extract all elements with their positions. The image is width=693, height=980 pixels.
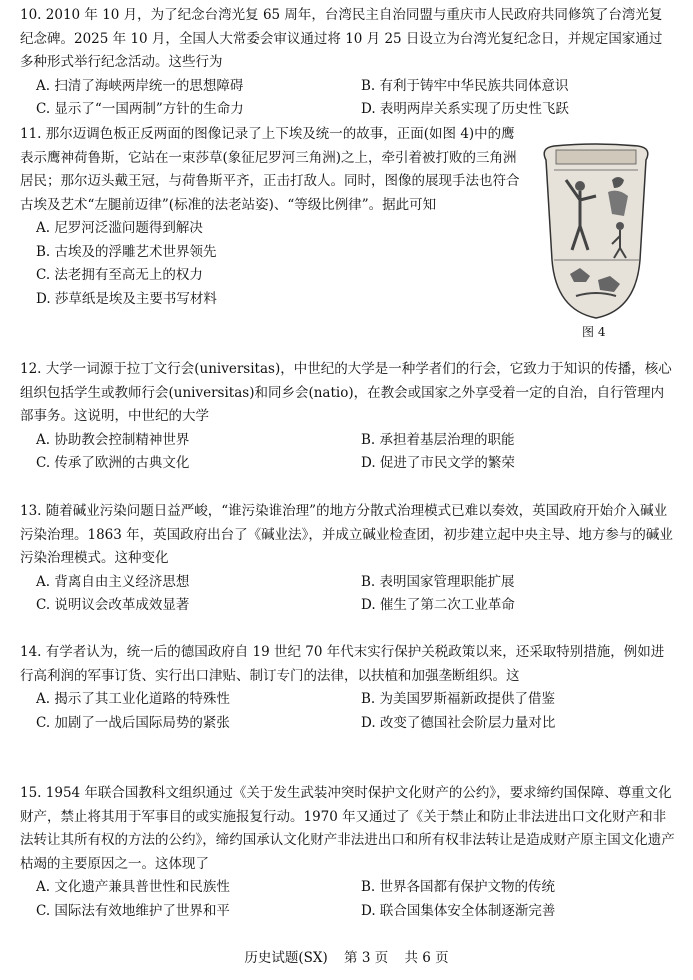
option-a: A. 扫清了海峡两岸统一的思想障碍 — [36, 77, 244, 94]
question-15-stem: 15. 1954 年联合国教科文组织通过《关于发生武装冲突时保护文化财产的公约》，要求缔约国保障、尊重文化财产，禁止将其用于军事目的或实施报复行动。1970 年又通过了《关于禁止和防止非法进出口文化财产和非法转让其所有权的方法的公约》，缔约国承认文化财产非法进出口和所有权非法转让是造成财产原主国文化遗产枯竭的主要原因之一。这体现了 — [20, 785, 675, 872]
question-14-stem: 14. 有学者认为，统一后的德国政府自 19 世纪 70 年代末实行保护关税政策以来，还采取特别措施，例如进行高利润的军事订货、实行出口津贴、制订专门的法律，以扶植和加强垄断组织。这 — [20, 644, 665, 684]
question-15 — [20, 782, 675, 923]
footer-subject: 历史试题(SX) — [244, 950, 328, 966]
option-b: B. 承担着基层治理的职能 — [361, 431, 515, 448]
option-c: C. 说明议会改革成效显著 — [36, 597, 190, 613]
footer-page-number: 第 3 页 — [344, 950, 389, 966]
question-12-options — [20, 429, 675, 476]
question-11-stem: 11. 那尔迈调色板正反两面的图像记录了上下埃及统一的故事，正面(如图 4)中的鹰表示鹰神荷鲁斯，它站在一束莎草(象征尼罗河三角洲)之上，牵引着被打败的三角洲居民；那尔迈头戴王冠，与荷鲁斯平齐，正击打敌人。同时，图像的展现手法也符合古埃及艺术“左腿前迈律”(标准的法老站姿)、“等级比例律”。据此可知 — [20, 126, 520, 213]
question-14-options — [20, 688, 675, 735]
option-a: A. 文化遗产兼具普世性和民族性 — [36, 879, 230, 895]
question-12 — [20, 358, 675, 476]
narmer-palette-figure — [536, 140, 656, 350]
option-c: C. 法老拥有至高无上的权力 — [36, 267, 203, 283]
narmer-palette-image — [536, 140, 656, 322]
question-10-stem: 10. 2010 年 10 月，为了纪念台湾光复 65 周年，台湾民主自治同盟与重庆市人民政府共同修筑了台湾光复纪念碑。2025 年 10 月，全国人大常委会审议通过将 10 月 25 日设立为台湾光复纪念日，并规定国家通过多种形式举行纪念活动。这些行为 — [20, 7, 663, 70]
question-14 — [20, 641, 675, 735]
option-d: D. 改变了德国社会阶层力量对比 — [361, 714, 556, 731]
option-b: B. 有利于铸牢中华民族共同体意识 — [361, 77, 569, 94]
option-b: B. 古埃及的浮雕艺术世界领先 — [36, 243, 217, 260]
question-13-options — [20, 571, 675, 618]
option-a: A. 协助教会控制精神世界 — [36, 431, 190, 448]
option-d: D. 表明两岸关系实现了历史性飞跃 — [361, 101, 569, 117]
page-footer — [0, 946, 693, 966]
question-10-options — [20, 75, 675, 122]
option-b: B. 表明国家管理职能扩展 — [361, 573, 515, 590]
question-10 — [20, 4, 675, 122]
option-c: C. 显示了“一国两制”方针的生命力 — [36, 101, 244, 117]
question-12-stem: 12. 大学一词源于拉丁文行会(universitas)，中世纪的大学是一种学者们的行会，它致力于知识的传播，核心组织包括学生或教师行会(universitas)和同乡会(natio)，在教会或国家之外享受着一定的自治，自行管理内部事务。这说明，中世纪的大学 — [20, 361, 672, 424]
option-d: D. 莎草纸是埃及主要书写材料 — [36, 290, 217, 307]
option-c: C. 加剧了一战后国际局势的紧张 — [36, 714, 230, 731]
option-b: B. 世界各国都有保护文物的传统 — [361, 879, 556, 895]
option-d: D. 催生了第二次工业革命 — [361, 597, 515, 613]
question-13-stem: 13. 随着碱业污染问题日益严峻，“谁污染谁治理”的地方分散式治理模式已难以奏效，英国政府开始介入碱业污染治理。1863 年，英国政府出台了《碱业法》，并成立碱业检查团，初步建立起中央主导、地方参与的碱业污染治理模式。这种变化 — [20, 503, 673, 566]
option-d: D. 联合国集体安全体制逐渐完善 — [361, 902, 556, 919]
option-d: D. 促进了市民文学的繁荣 — [361, 455, 515, 471]
option-c: C. 传承了欧洲的古典文化 — [36, 455, 190, 471]
option-a: A. 揭示了其工业化道路的特殊性 — [36, 691, 230, 707]
question-15-options — [20, 876, 675, 923]
option-c: C. 国际法有效地维护了世界和平 — [36, 902, 230, 919]
option-a: A. 尼罗河泛滥问题得到解决 — [36, 220, 203, 236]
option-b: B. 为美国罗斯福新政提供了借鉴 — [361, 691, 556, 707]
question-13 — [20, 500, 675, 618]
figure-caption: 图 4 — [582, 325, 606, 339]
option-a: A. 背离自由主义经济思想 — [36, 573, 190, 590]
footer-total-pages: 共 6 页 — [404, 950, 449, 966]
